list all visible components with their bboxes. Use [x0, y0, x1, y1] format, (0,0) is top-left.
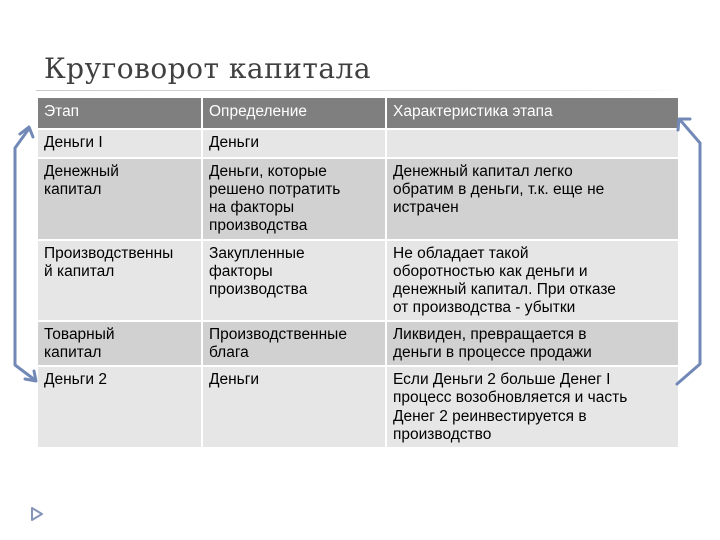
- cell-stage: Денежный капитал: [37, 158, 202, 240]
- slide-title: Круговорот капитала: [44, 52, 372, 85]
- cycle-arrow-right-icon: [677, 119, 700, 384]
- table-header-row: [37, 97, 679, 129]
- column-header-stage: Этап: [37, 97, 202, 129]
- cell-stage: Товарный капитал: [37, 321, 202, 366]
- cell-definition: Деньги, которые решено потратить на факторы производства: [202, 158, 386, 240]
- cell-definition: Закупленные факторы производства: [202, 240, 386, 322]
- table-row: [37, 158, 679, 240]
- cell-definition: Деньги: [202, 129, 386, 158]
- title-divider: [36, 90, 684, 91]
- triangle-bullet-icon: [30, 506, 44, 522]
- cell-characteristic: Если Деньги 2 больше Денег I процесс возобновляется и часть Денег 2 реинвестируется в производство: [386, 366, 679, 448]
- cell-characteristic: Не обладает такой оборотностью как деньги и денежный капитал. При отказе от производства - убытки: [386, 240, 679, 322]
- table-row: [37, 129, 679, 158]
- table-row: [37, 240, 679, 322]
- cell-definition: Деньги: [202, 366, 386, 448]
- cell-characteristic: [386, 129, 679, 158]
- cell-definition: Производственные блага: [202, 321, 386, 366]
- cell-stage: Деньги I: [37, 129, 202, 158]
- cell-stage: Производственны й капитал: [37, 240, 202, 322]
- cell-characteristic: Ликвиден, превращается в деньги в процессе продажи: [386, 321, 679, 366]
- column-header-definition: Определение: [202, 97, 386, 129]
- cycle-arrow-left-icon: [15, 127, 36, 381]
- capital-cycle-table: [36, 96, 680, 449]
- cell-stage: Деньги 2: [37, 366, 202, 448]
- cell-characteristic: Денежный капитал легко обратим в деньги, т.к. еще не истрачен: [386, 158, 679, 240]
- table-row: [37, 321, 679, 366]
- table-row: [37, 366, 679, 448]
- column-header-characteristic: Характеристика этапа: [386, 97, 679, 129]
